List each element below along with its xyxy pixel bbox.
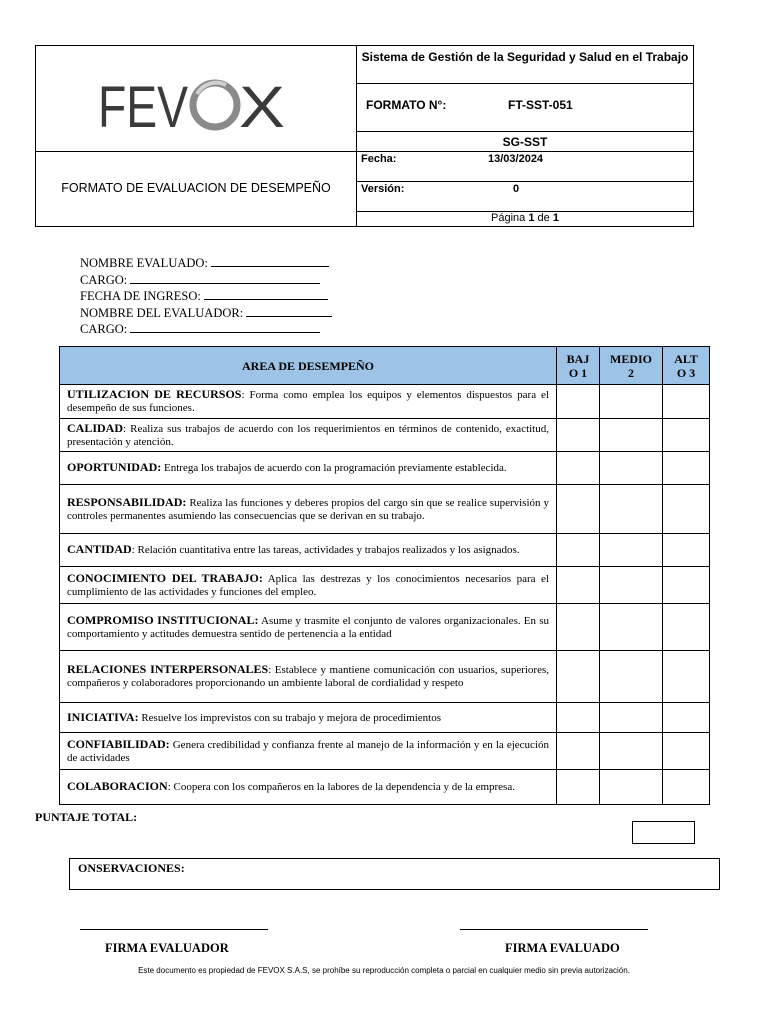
header-row-line bbox=[356, 181, 694, 182]
firma-evaluador-label: FIRMA EVALUADOR bbox=[105, 941, 229, 955]
row-description: INICIATIVA: Resuelve los imprevistos con su trabajo y mejora de procedimientos bbox=[60, 703, 557, 733]
score-cell-medio[interactable] bbox=[600, 567, 663, 604]
field-cargo-evaluador: CARGO: bbox=[80, 321, 332, 338]
form-title: FORMATO DE EVALUACION DE DESEMPEÑO bbox=[61, 181, 331, 195]
header-row-line bbox=[356, 131, 694, 132]
cargo-line[interactable] bbox=[130, 272, 320, 284]
cargo-evaluador-line[interactable] bbox=[130, 321, 320, 333]
score-cell-alto[interactable] bbox=[663, 770, 710, 805]
table-row bbox=[60, 733, 710, 770]
score-cell-medio[interactable] bbox=[600, 385, 663, 419]
score-cell-alto[interactable] bbox=[663, 651, 710, 703]
version-label: Versión: bbox=[361, 183, 405, 195]
row-description: RELACIONES INTERPERSONALES: Establece y mantiene comunicación con usuarios, superiores, compañeros y colaboradores proporcionando un ambiente laboral de cordialidad y respeto bbox=[60, 651, 557, 703]
formato-value: FT-SST-051 bbox=[508, 98, 573, 112]
score-cell-bajo[interactable] bbox=[557, 419, 600, 452]
score-cell-bajo[interactable] bbox=[557, 651, 600, 703]
observaciones-box[interactable] bbox=[69, 858, 720, 890]
version-value: 0 bbox=[513, 183, 520, 195]
svg-text:X: X bbox=[239, 75, 285, 132]
score-cell-alto[interactable] bbox=[663, 703, 710, 733]
header-row-line bbox=[356, 83, 694, 84]
header-area: AREA DE DESEMPEÑO bbox=[60, 347, 557, 385]
evaluation-fields bbox=[80, 255, 332, 338]
row-description: CONOCIMIENTO DEL TRABAJO: Aplica las destrezas y los conocimientos necesarios para el cumplimiento de las actividades y funciones del empleo. bbox=[60, 567, 557, 604]
field-nombre-evaluado: NOMBRE EVALUADO: bbox=[80, 255, 332, 272]
row-description: CALIDAD: Realiza sus trabajos de acuerdo con los requerimientos en términos de contenido, exactitud, presentación y atención. bbox=[60, 419, 557, 452]
score-cell-medio[interactable] bbox=[600, 452, 663, 485]
header-alto: ALT O 3 bbox=[663, 347, 710, 385]
svg-text:FEV: FEV bbox=[98, 75, 189, 132]
table-row bbox=[60, 703, 710, 733]
score-cell-medio[interactable] bbox=[600, 604, 663, 651]
header-bajo: BAJ O 1 bbox=[557, 347, 600, 385]
score-cell-medio[interactable] bbox=[600, 770, 663, 805]
score-cell-bajo[interactable] bbox=[557, 703, 600, 733]
score-cell-bajo[interactable] bbox=[557, 604, 600, 651]
row-description: COMPROMISO INSTITUCIONAL: Asume y trasmite el conjunto de valores organizacionales. En su comportamiento y actitudes demuestra sentido de pertenencia a la entidad bbox=[60, 604, 557, 651]
row-description: CONFIABILIDAD: Genera credibilidad y confianza frente al manejo de la información y en la ejecución de actividades bbox=[60, 733, 557, 770]
signature-line-evaluador bbox=[80, 929, 268, 930]
score-cell-medio[interactable] bbox=[600, 651, 663, 703]
score-cell-alto[interactable] bbox=[663, 534, 710, 567]
table-header-row bbox=[60, 347, 710, 385]
score-cell-bajo[interactable] bbox=[557, 534, 600, 567]
signature-line-evaluado bbox=[460, 929, 648, 930]
row-description: RESPONSABILIDAD: Realiza las funciones y deberes propios del cargo sin que se realice supervisión y controles permanentes asumiendo las consecuencias que se derivan en su trabajo. bbox=[60, 485, 557, 534]
row-description: COLABORACION: Coopera con los compañeros en la labores de la dependencia y de la empresa. bbox=[60, 770, 557, 805]
field-cargo: CARGO: bbox=[80, 272, 332, 289]
table-row bbox=[60, 651, 710, 703]
score-cell-alto[interactable] bbox=[663, 485, 710, 534]
score-cell-bajo[interactable] bbox=[557, 567, 600, 604]
score-cell-medio[interactable] bbox=[600, 733, 663, 770]
page-number: Página 1 de 1 bbox=[491, 212, 559, 224]
observaciones-label: ONSERVACIONES: bbox=[78, 861, 185, 875]
field-nombre-evaluador: NOMBRE DEL EVALUADOR: bbox=[80, 305, 332, 322]
score-cell-alto[interactable] bbox=[663, 567, 710, 604]
score-cell-bajo[interactable] bbox=[557, 733, 600, 770]
fecha-label: Fecha: bbox=[361, 153, 397, 165]
puntaje-total-label: PUNTAJE TOTAL: bbox=[35, 810, 138, 824]
score-cell-medio[interactable] bbox=[600, 419, 663, 452]
firma-evaluado-label: FIRMA EVALUADO bbox=[505, 941, 620, 955]
score-cell-bajo[interactable] bbox=[557, 385, 600, 419]
table-row bbox=[60, 385, 710, 419]
formato-label: FORMATO N°: bbox=[366, 98, 447, 112]
nombre-evaluado-line[interactable] bbox=[211, 255, 329, 267]
system-title: Sistema de Gestión de la Seguridad y Salud en el Trabajo bbox=[361, 50, 689, 64]
score-cell-medio[interactable] bbox=[600, 534, 663, 567]
header-medio: MEDIO 2 bbox=[600, 347, 663, 385]
fevox-logo bbox=[96, 72, 296, 132]
score-cell-bajo[interactable] bbox=[557, 485, 600, 534]
score-cell-bajo[interactable] bbox=[557, 452, 600, 485]
score-cell-medio[interactable] bbox=[600, 485, 663, 534]
table-row bbox=[60, 534, 710, 567]
score-cell-alto[interactable] bbox=[663, 733, 710, 770]
score-cell-bajo[interactable] bbox=[557, 770, 600, 805]
score-cell-alto[interactable] bbox=[663, 385, 710, 419]
puntaje-total-box[interactable] bbox=[632, 821, 695, 844]
evaluation-table bbox=[59, 346, 710, 805]
footer-disclaimer: Este documento es propiedad de FEVOX S.A.S, se prohíbe su reproducción completa o parcial en cualquier medio sin previa autorización. bbox=[138, 966, 630, 975]
table-row bbox=[60, 567, 710, 604]
sg-sst-label: SG-SST bbox=[502, 135, 548, 149]
table-row bbox=[60, 485, 710, 534]
row-description: OPORTUNIDAD: Entrega los trabajos de acuerdo con la programación previamente establecida. bbox=[60, 452, 557, 485]
field-fecha-ingreso: FECHA DE INGRESO: bbox=[80, 288, 332, 305]
score-cell-alto[interactable] bbox=[663, 604, 710, 651]
score-cell-medio[interactable] bbox=[600, 703, 663, 733]
fecha-value: 13/03/2024 bbox=[488, 153, 544, 165]
fecha-ingreso-line[interactable] bbox=[204, 288, 328, 300]
table-row bbox=[60, 770, 710, 805]
row-description: CANTIDAD: Relación cuantitativa entre las tareas, actividades y trabajos realizados y los asignados. bbox=[60, 534, 557, 567]
row-description: UTILIZACION DE RECURSOS: Forma como emplea los equipos y elementos dispuestos para el desempeño de sus funciones. bbox=[60, 385, 557, 419]
table-row bbox=[60, 604, 710, 651]
score-cell-alto[interactable] bbox=[663, 419, 710, 452]
document-header bbox=[35, 45, 694, 227]
score-cell-alto[interactable] bbox=[663, 452, 710, 485]
header-row-line bbox=[36, 151, 694, 152]
table-row bbox=[60, 419, 710, 452]
nombre-evaluador-line[interactable] bbox=[246, 305, 332, 317]
table-row bbox=[60, 452, 710, 485]
